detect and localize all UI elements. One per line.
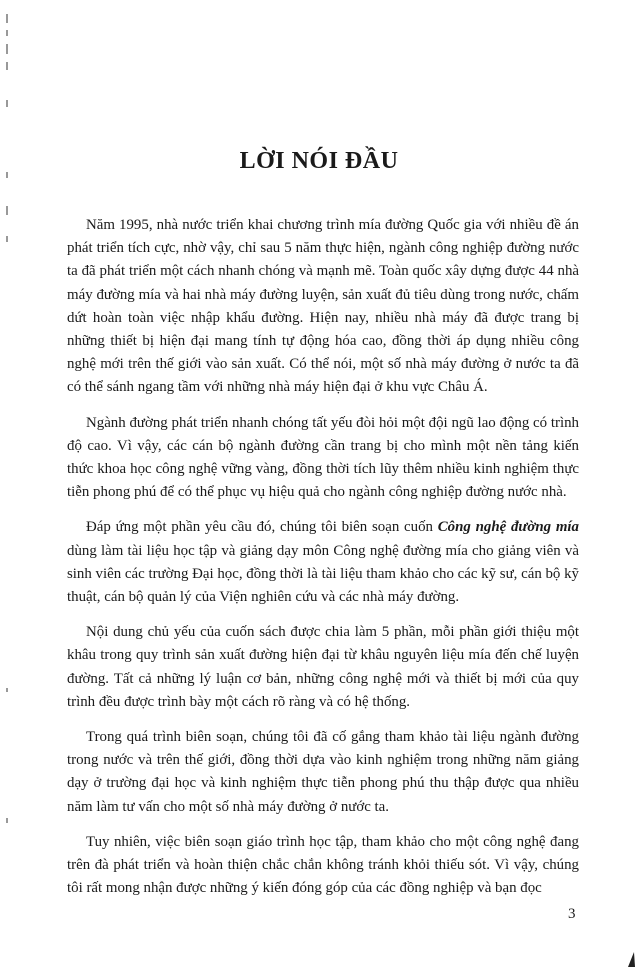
preface-body xyxy=(67,214,579,912)
paragraph-1: Năm 1995, nhà nước triển khai chương trình mía đường Quốc gia với nhiều đề án phát triển tích cực, nhờ vậy, chỉ sau 5 năm thực hiện, ngành công nghiệp đường nước ta đã phát triển một cách nhanh chóng và mạnh mẽ. Toàn quốc xây dựng được 44 nhà máy đường mía và hai nhà máy đường luyện, sản xuất đủ tiêu dùng trong nước, chấm dứt hoàn toàn việc nhập khẩu đường. Hiện nay, nhiều nhà máy đã được trang bị những thiết bị hiện đại mang tính tự động hóa cao, đồng thời áp dụng nhiều công nghệ mới trên thế giới vào sản xuất. Có thể nói, một số nhà máy đường ở nước ta đã có thể sánh ngang tầm với những nhà máy hiện đại ở khu vực Châu Á. xyxy=(67,217,579,396)
paragraph-2: Ngành đường phát triển nhanh chóng tất yếu đòi hỏi một đội ngũ lao động có trình độ cao. Vì vậy, các cán bộ ngành đường cần trang bị cho mình một nền tảng kiến thức khoa học công nghệ vững vàng, đồng thời tích lũy thêm nhiều kinh nghiệm thực tiễn phong phú để có thể phục vụ hiệu quả cho ngành công nghiệp đường nước nhà. xyxy=(67,414,579,501)
corner-scan-mark xyxy=(626,950,636,968)
book-title-emphasis: Công nghệ đường mía xyxy=(437,519,579,536)
paragraph-6: Tuy nhiên, việc biên soạn giáo trình học tập, tham khảo cho một công nghệ đang trên đà phát triển và hoàn thiện chắc chắn không tránh khỏi thiếu sót. Vì vậy, chúng tôi rất mong nhận được những ý kiến đóng góp của các đồng nghiệp và bạn đọc xyxy=(67,833,579,897)
scan-mark xyxy=(6,14,8,23)
paragraph-3 xyxy=(67,516,579,609)
scan-edge-marks xyxy=(2,0,12,970)
page-title: LỜI NÓI ĐẦU xyxy=(239,148,399,174)
scan-mark xyxy=(6,62,8,70)
paragraph-4: Nội dung chủ yếu của cuốn sách được chia làm 5 phần, mỗi phần giới thiệu một khâu trong quy trình sản xuất đường hiện đại từ khâu nguyên liệu mía đến chế luyện đường. Tất cả những lý luận cơ bản, những công nghệ mới và thiết bị mới của quy trình đều được trình bày một cách rõ ràng và có hệ thống. xyxy=(67,624,579,710)
paragraph-5: Trong quá trình biên soạn, chúng tôi đã cố gắng tham khảo tài liệu ngành đường trong nước và trên thế giới, đồng thời dựa vào kinh nghiệm trong những năm giảng dạy ở trường đại học và kinh nghiệm thực tiễn phong phú thu thập được qua nhiều năm làm tư vấn cho một số nhà máy đường ở nước ta. xyxy=(67,729,579,815)
page-number: 3 xyxy=(568,906,576,922)
paragraph-3-rest: dùng làm tài liệu học tập và giảng dạy môn Công nghệ đường mía cho giảng viên và sinh viên các trường Đại học, đồng thời là tài liệu tham khảo cho các kỹ sư, cán bộ kỹ thuật, cán bộ quản lý của Viện nghiên cứu và các nhà máy đường. xyxy=(67,542,579,606)
scan-mark xyxy=(6,688,8,692)
scan-mark xyxy=(6,30,8,36)
paragraph-3-lead: Đáp ứng một phần yêu cầu đó, chúng tôi biên soạn cuốn xyxy=(86,519,438,536)
scan-mark xyxy=(6,100,8,107)
scan-mark xyxy=(6,44,8,54)
scan-mark xyxy=(6,818,8,823)
scan-mark xyxy=(6,236,8,242)
scan-mark xyxy=(6,206,8,215)
